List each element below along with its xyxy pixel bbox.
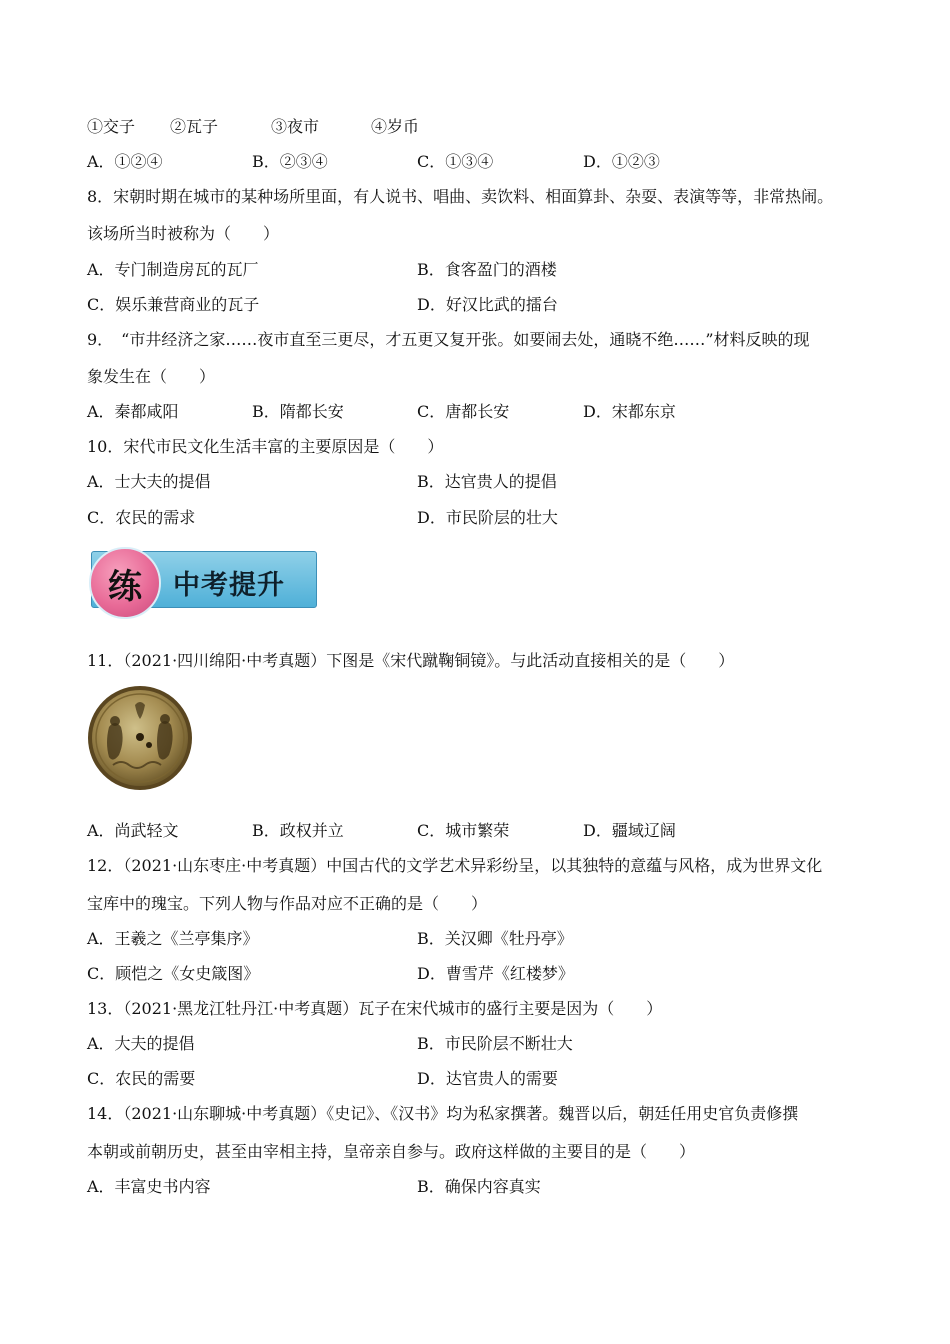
q12-option-c: C．顾恺之《女史箴图》 — [87, 964, 260, 983]
q10-option-c: C．农民的需求 — [87, 508, 196, 527]
q8-option-c: C．娱乐兼营商业的瓦子 — [87, 295, 260, 314]
q14-stem-line-1: 14．（2021·山东聊城·中考真题）《史记》、《汉书》均为私家撰著。魏晋以后，朝廷任用史官负责修撰 — [87, 1104, 799, 1123]
q12-option-b: B．关汉卿《牡丹亭》 — [417, 929, 573, 948]
q7-item-4: ④岁币 — [371, 117, 420, 136]
q13-option-a: A．大夫的提倡 — [87, 1034, 195, 1053]
q11-option-d: D．疆域辽阔 — [583, 821, 676, 840]
q12-option-d: D．曹雪芹《红楼梦》 — [417, 964, 574, 983]
q9-stem-line-2: 象发生在（ ） — [87, 367, 216, 386]
q13-option-c: C．农民的需要 — [87, 1069, 196, 1088]
q7-option-a: A．①②④ — [87, 152, 163, 171]
q9-stem-line-1: 9． “市井经济之家……夜市直至三更尽，才五更又复开张。如要闹去处，通晓不绝……”材料反映的现 — [87, 330, 810, 349]
q12-stem-line-2: 宝库中的瑰宝。下列人物与作品对应不正确的是（ ） — [87, 894, 488, 913]
q8-stem-line-1: 8．宋朝时期在城市的某种场所里面，有人说书、唱曲、卖饮料、相面算卦、杂耍、表演等等，非常热闹。 — [87, 187, 834, 206]
banner-badge-text: 练 — [108, 566, 142, 607]
q14-option-b: B．确保内容真实 — [417, 1177, 541, 1196]
q11-option-a: A．尚武轻文 — [87, 821, 179, 840]
q13-option-b: B．市民阶层不断壮大 — [417, 1034, 573, 1053]
q10-stem: 10．宋代市民文化生活丰富的主要原因是（ ） — [87, 437, 444, 456]
q13-stem: 13．（2021·黑龙江牡丹江·中考真题）瓦子在宋代城市的盛行主要是因为（ ） — [87, 999, 663, 1018]
q7-option-b: B．②③④ — [252, 152, 328, 171]
q14-stem-line-2: 本朝或前朝历史，甚至由宰相主持，皇帝亲自参与。政府这样做的主要目的是（ ） — [87, 1142, 696, 1161]
q10-option-d: D．市民阶层的壮大 — [417, 508, 558, 527]
q7-option-d: D．①②③ — [583, 152, 660, 171]
q11-option-b: B．政权并立 — [252, 821, 344, 840]
q9-option-b: B．隋都长安 — [252, 402, 344, 421]
q9-option-c: C．唐都长安 — [417, 402, 510, 421]
q14-option-a: A．丰富史书内容 — [87, 1177, 211, 1196]
q12-stem-line-1: 12．（2021·山东枣庄·中考真题）中国古代的文学艺术异彩纷呈，以其独特的意蕴与风格，成为世界文化 — [87, 856, 823, 875]
q9-option-d: D．宋都东京 — [583, 402, 676, 421]
q12-option-a: A．王羲之《兰亭集序》 — [87, 929, 259, 948]
q9-option-a: A．秦都咸阳 — [87, 402, 179, 421]
banner-badge — [89, 547, 161, 619]
q8-option-d: D．好汉比武的擂台 — [417, 295, 558, 314]
banner-title: 中考提升 — [173, 570, 285, 601]
q13-option-d: D．达官贵人的需要 — [417, 1069, 558, 1088]
q11-option-c: C．城市繁荣 — [417, 821, 510, 840]
q11-stem: 11．（2021·四川绵阳·中考真题）下图是《宋代蹴鞠铜镜》。与此活动直接相关的是（ ） — [87, 651, 735, 670]
q10-option-b: B．达官贵人的提倡 — [417, 472, 557, 491]
section-banner — [89, 547, 317, 611]
q7-item-3: ③夜市 — [271, 117, 320, 136]
q8-stem-line-2: 该场所当时被称为（ ） — [87, 224, 280, 243]
q10-option-a: A．士大夫的提倡 — [87, 472, 211, 491]
q8-option-b: B．食客盈门的酒楼 — [417, 260, 557, 279]
bronze-mirror-image — [87, 685, 193, 791]
q7-option-c: C．①③④ — [417, 152, 494, 171]
q8-option-a: A．专门制造房瓦的瓦厂 — [87, 260, 259, 279]
q7-item-2: ②瓦子 — [170, 117, 219, 136]
q7-item-1: ①交子 — [87, 117, 136, 136]
